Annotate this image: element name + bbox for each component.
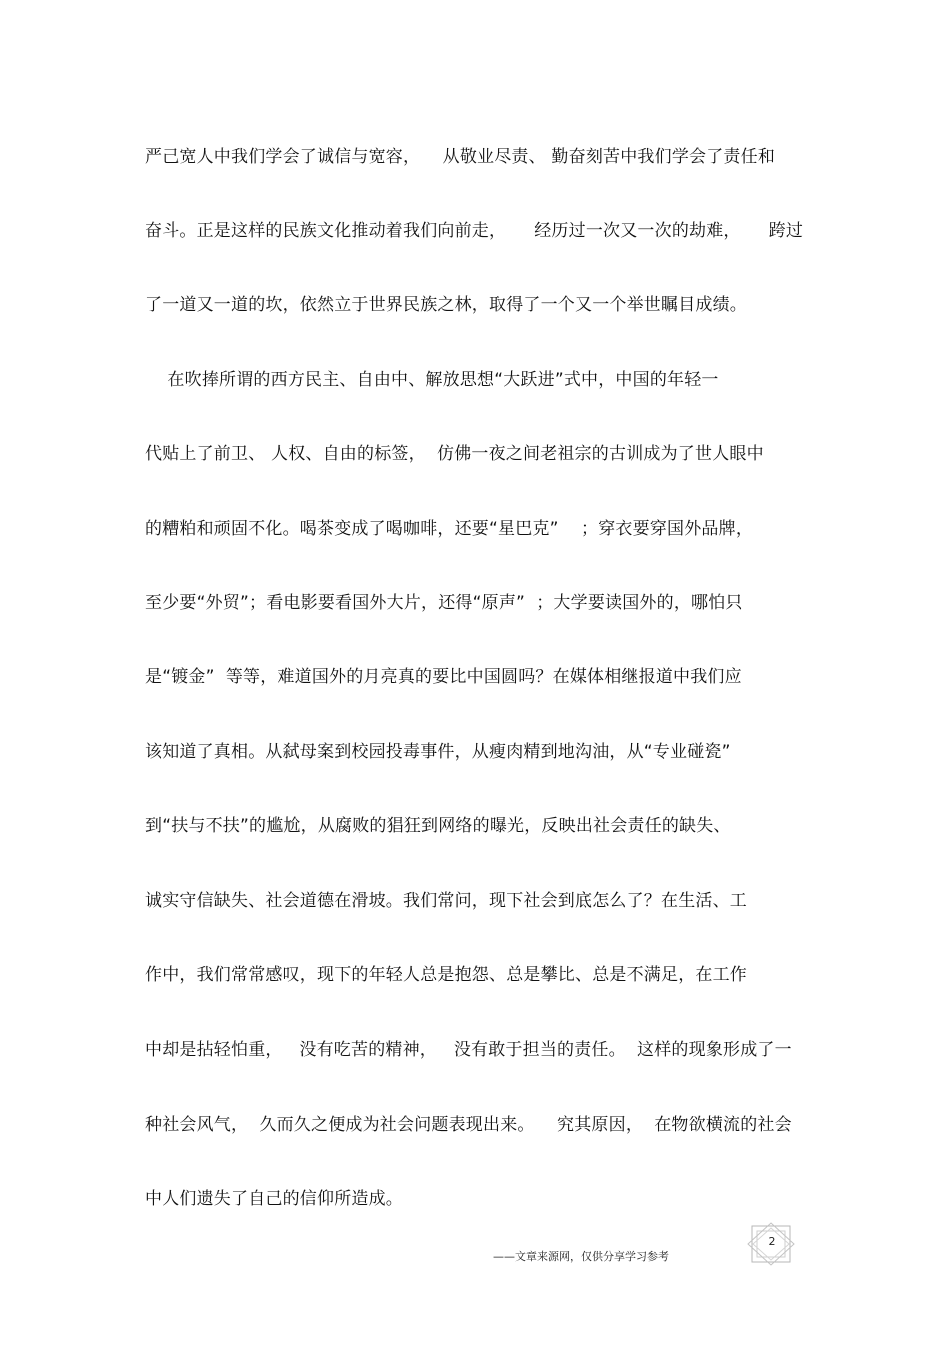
body-line-8: 是“镀金” 等等，难道国外的月亮真的要比中国圆吗？在媒体相继报道中我们应 xyxy=(145,667,742,687)
footer-source-note: ——文章来源网，仅供分享学习参考 xyxy=(493,1250,669,1263)
body-line-7: 至少要“外贸”；看电影要看国外大片，还得“原声” ；大学要读国外的，哪怕只 xyxy=(145,593,743,613)
body-line-15: 中人们遗失了自己的信仰所造成。 xyxy=(145,1189,403,1209)
body-line-11: 诚实守信缺失、社会道德在滑坡。我们常问，现下社会到底怎么了？在生活、工 xyxy=(145,891,747,911)
body-line-10: 到“扶与不扶”的尴尬，从腐败的猖狂到网络的曝光，反映出社会责任的缺失、 xyxy=(145,816,731,836)
page-number-badge xyxy=(746,1222,796,1266)
page-number: 2 xyxy=(768,1235,776,1248)
body-line-9: 该知道了真相。从弑母案到校园投毒事件，从瘦肉精到地沟油，从“专业碰瓷” xyxy=(145,742,731,762)
body-line-6: 的糟粕和顽固不化。喝茶变成了喝咖啡，还要“星巴克” ；穿衣要穿国外品牌， xyxy=(145,519,754,539)
body-line-4: 在吹捧所谓的西方民主、自由中、解放思想“大跃进”式中，中国的年轻一 xyxy=(145,370,719,390)
body-line-5: 代贴上了前卫、 人权、自由的标签， 仿佛一夜之间老祖宗的古训成为了世人眼中 xyxy=(145,444,764,464)
body-line-1: 严己宽人中我们学会了诚信与宽容， 从敬业尽责、 勤奋刻苦中我们学会了责任和 xyxy=(145,147,776,167)
body-line-2: 奋斗。正是这样的民族文化推动着我们向前走， 经历过一次又一次的劫难， 跨过 xyxy=(145,221,804,241)
body-line-3: 了一道又一道的坎，依然立于世界民族之林，取得了一个又一个举世瞩目成绩。 xyxy=(145,295,747,315)
body-line-12: 作中，我们常常感叹，现下的年轻人总是抱怨、总是攀比、总是不满足，在工作 xyxy=(145,965,747,985)
body-line-13: 中却是拈轻怕重， 没有吃苦的精神， 没有敢于担当的责任。 这样的现象形成了一 xyxy=(145,1040,792,1060)
body-line-14: 种社会风气， 久而久之便成为社会问题表现出来。 究其原因， 在物欲横流的社会 xyxy=(145,1115,792,1135)
